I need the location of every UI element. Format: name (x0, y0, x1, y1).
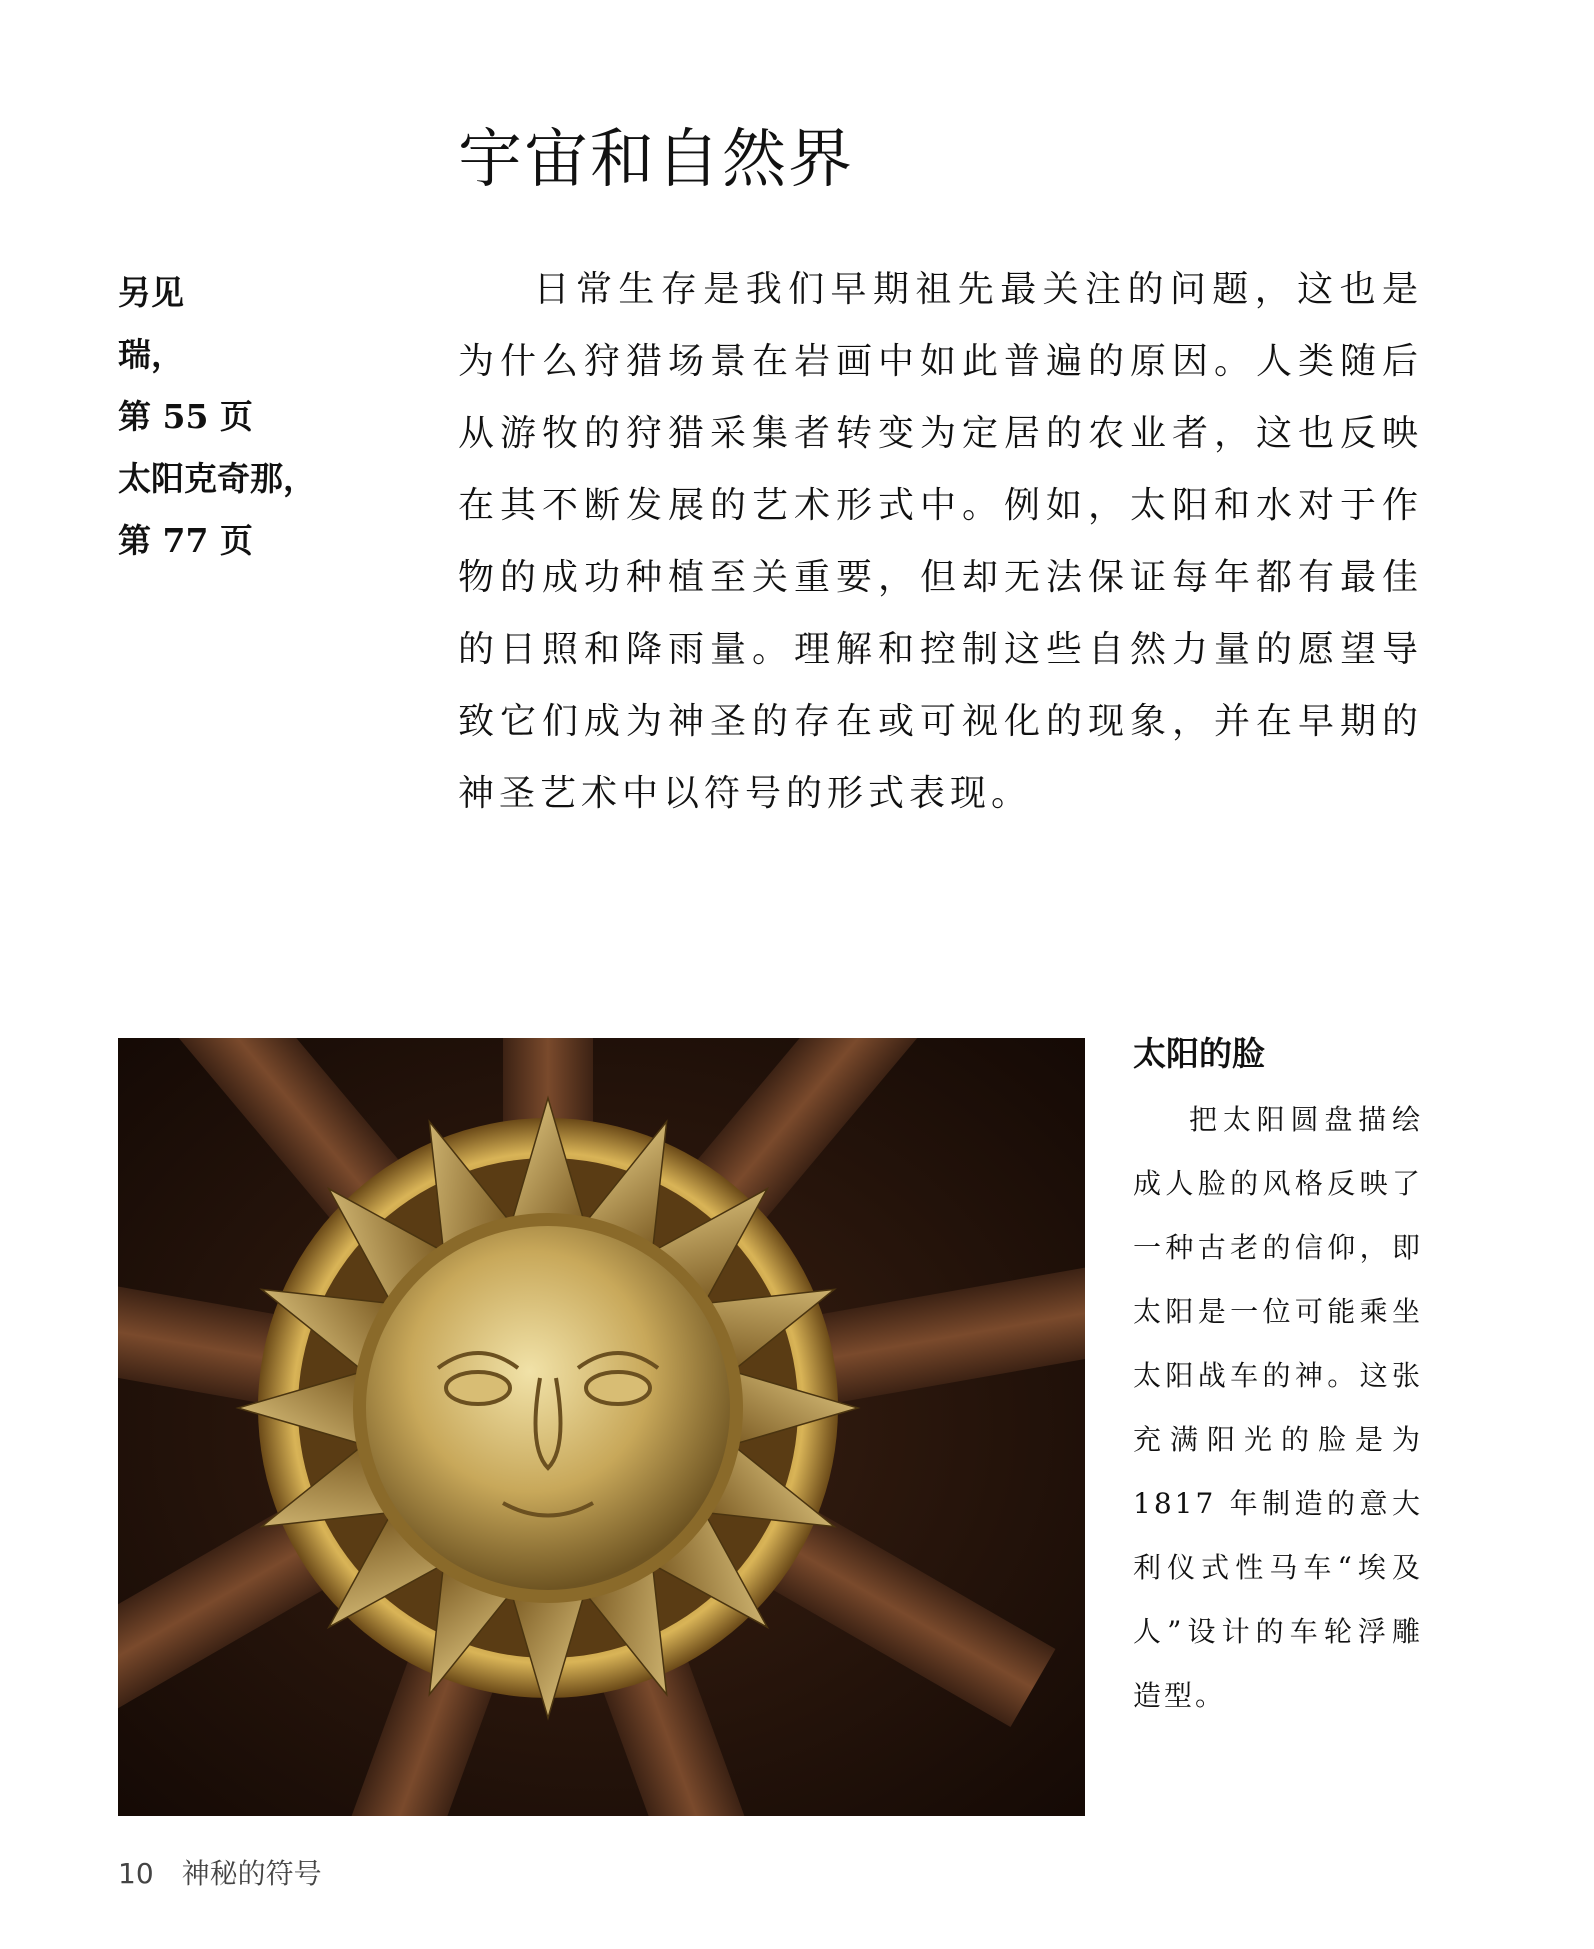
see-also-ref: 瑞， (118, 335, 184, 374)
see-also-ref: 太阳克奇那， (118, 459, 316, 498)
book-title: 神秘的符号 (181, 1857, 322, 1890)
caption-text: 把太阳圆盘描绘成人脸的风格反映了一种古老的信仰，即太阳是一位可能乘坐太阳战车的神。这张充满阳光的脸是为 1817 年制造的意大利仪式性马车“埃及人”设计的车轮浮雕造型。 (1133, 1103, 1423, 1712)
caption-title: 太阳的脸 (1133, 1034, 1265, 1073)
sun-wheel-illustration (118, 1038, 1085, 1816)
page-title: 宇宙和自然界 (458, 123, 854, 197)
body-paragraph: 日常生存是我们早期祖先最关注的问题，这也是为什么狩猎场景在岩画中如此普遍的原因。人类随后从游牧的狩猎采集者转变为定居的农业者，这也反映在其不断发展的艺术形式中。例如，太阳和水对于作物的成功种植至关重要，但却无法保证每年都有最佳的日照和降雨量。理解和控制这些自然力量的愿望导致它们成为神圣的存在或可视化的现象，并在早期的神圣艺术中以符号的形式表现。 (458, 269, 1423, 814)
see-also-page: 第 55 页 (118, 397, 253, 436)
see-also-label: 另见 (118, 273, 184, 312)
page-number: 10 (118, 1857, 154, 1890)
see-also-page: 第 77 页 (118, 521, 253, 560)
see-also-sidebar (118, 262, 316, 572)
sun-face-photo (118, 1038, 1085, 1816)
sun-face-disc (366, 1226, 730, 1590)
page-footer (118, 1852, 322, 1892)
